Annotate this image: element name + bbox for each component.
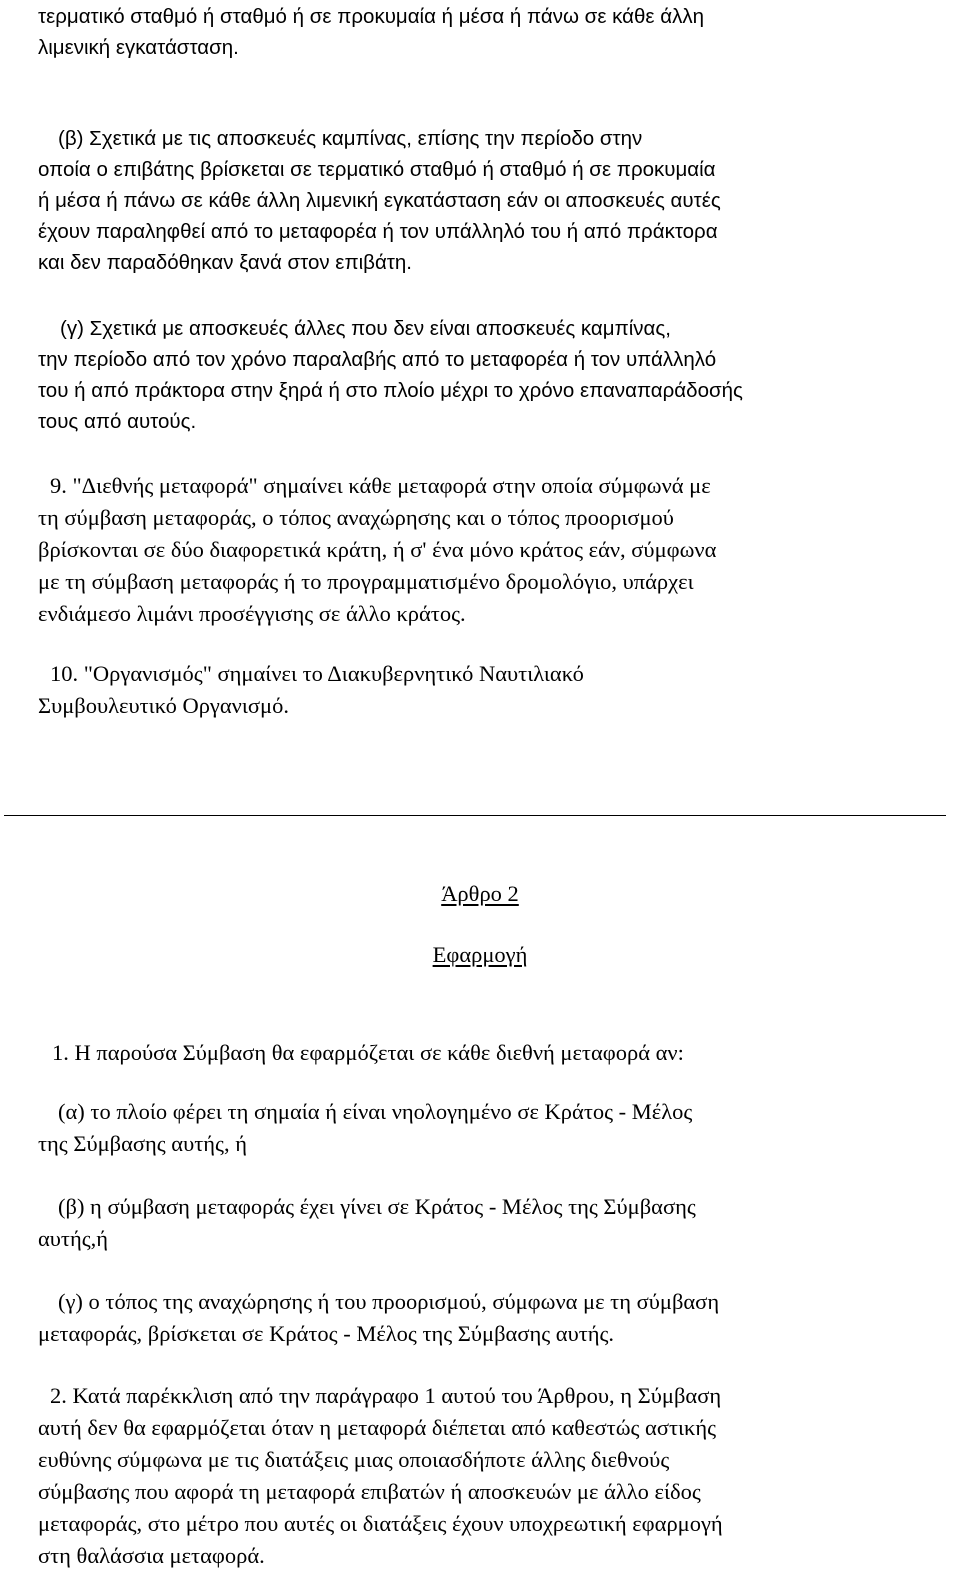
text-line: 10. "Οργανισμός" σημαίνει το Διακυβερνητικό Ναυτιλιακό <box>50 661 584 686</box>
article-title-text: Εφαρμογή <box>432 942 528 967</box>
text-line: τη σύμβαση μεταφοράς, ο τόπος αναχώρησης και ο τόπος προορισμού <box>38 505 674 530</box>
text-line: την περίοδο από τον χρόνο παραλαβής από το μεταφορέα ή τον υπάλληλό <box>38 348 717 371</box>
horizontal-rule <box>4 815 946 816</box>
text-line: (γ) Σχετικά με αποσκευές άλλες που δεν είναι αποσκευές καμπίνας, <box>60 317 671 340</box>
text-line: 9. "Διεθνής μεταφορά" σημαίνει κάθε μεταφορά στην οποία σύμφωνά με <box>50 473 711 498</box>
text-line: Συμβουλευτικό Οργανισμό. <box>38 693 289 718</box>
text-line: βρίσκονται σε δύο διαφορετικά κράτη, ή σ' ένα μόνο κράτος εάν, σύμφωνα <box>38 537 717 562</box>
text-line: ενδιάμεσο λιμάνι προσέγγισης σε άλλο κράτος. <box>38 601 466 626</box>
text-line: μεταφοράς, στο μέτρο που αυτές οι διατάξεις έχουν υποχρεωτική εφαρμογή <box>38 1511 723 1536</box>
text-line: τερματικό σταθμό ή σταθμό ή σε προκυμαία ή μέσα ή πάνω σε κάθε άλλη <box>38 5 704 28</box>
text-line: έχουν παραληφθεί από το μεταφορέα ή τον υπάλληλό του ή από πράκτορα <box>38 220 718 243</box>
text-line: με τη σύμβαση μεταφοράς ή το προγραμματισμένο δρομολόγιο, υπάρχει <box>38 569 694 594</box>
text-line: ή μέσα ή πάνω σε κάθε άλλη λιμενική εγκατάσταση εάν οι αποσκευές αυτές <box>38 189 721 212</box>
text-line: οποία ο επιβάτης βρίσκεται σε τερματικό σταθμό ή σταθμό ή σε προκυμαία <box>38 158 716 181</box>
text-line: λιμενική εγκατάσταση. <box>38 36 239 59</box>
text-line: (β) Σχετικά με τις αποσκευές καμπίνας, επίσης την περίοδο στην <box>58 127 643 150</box>
text-line: του ή από πράκτορα στην ξηρά ή στο πλοίο μέχρι το χρόνο επαναπαράδοσής <box>38 379 743 402</box>
article-number-text: Άρθρο 2 <box>441 881 519 906</box>
article-title <box>0 940 960 970</box>
text-line: (β) η σύμβαση μεταφοράς έχει γίνει σε Κράτος - Μέλος της Σύμβασης <box>58 1194 696 1219</box>
text-line: (α) το πλοίο φέρει τη σημαία ή είναι νηολογημένο σε Κράτος - Μέλος <box>58 1099 693 1124</box>
text-line: της Σύμβασης αυτής, ή <box>38 1131 247 1156</box>
text-line: τους από αυτούς. <box>38 410 197 433</box>
text-line: και δεν παραδόθηκαν ξανά στον επιβάτη. <box>38 251 412 274</box>
text-line: σύμβασης που αφορά τη μεταφορά επιβατών ή αποσκευών με άλλο είδος <box>38 1479 701 1504</box>
text-line: μεταφοράς, βρίσκεται σε Κράτος - Μέλος της Σύμβασης αυτής. <box>38 1321 615 1346</box>
text-line: στη θαλάσσια μεταφορά. <box>38 1543 265 1568</box>
text-line: 2. Κατά παρέκκλιση από την παράγραφο 1 αυτού του Άρθρου, η Σύμβαση <box>50 1383 722 1408</box>
text-line: (γ) ο τόπος της αναχώρησης ή του προορισμού, σύμφωνα με τη σύμβαση <box>58 1289 720 1314</box>
text-line: ευθύνης σύμφωνα με τις διατάξεις μιας οποιασδήποτε άλλης διεθνούς <box>38 1447 670 1472</box>
text-line: αυτής,ή <box>38 1226 109 1251</box>
text-line: αυτή δεν θα εφαρμόζεται όταν η μεταφορά διέπεται από καθεστώς αστικής <box>38 1415 717 1440</box>
text-line: 1. Η παρούσα Σύμβαση θα εφαρμόζεται σε κάθε διεθνή μεταφορά αν: <box>52 1040 684 1065</box>
article-number <box>0 879 960 909</box>
